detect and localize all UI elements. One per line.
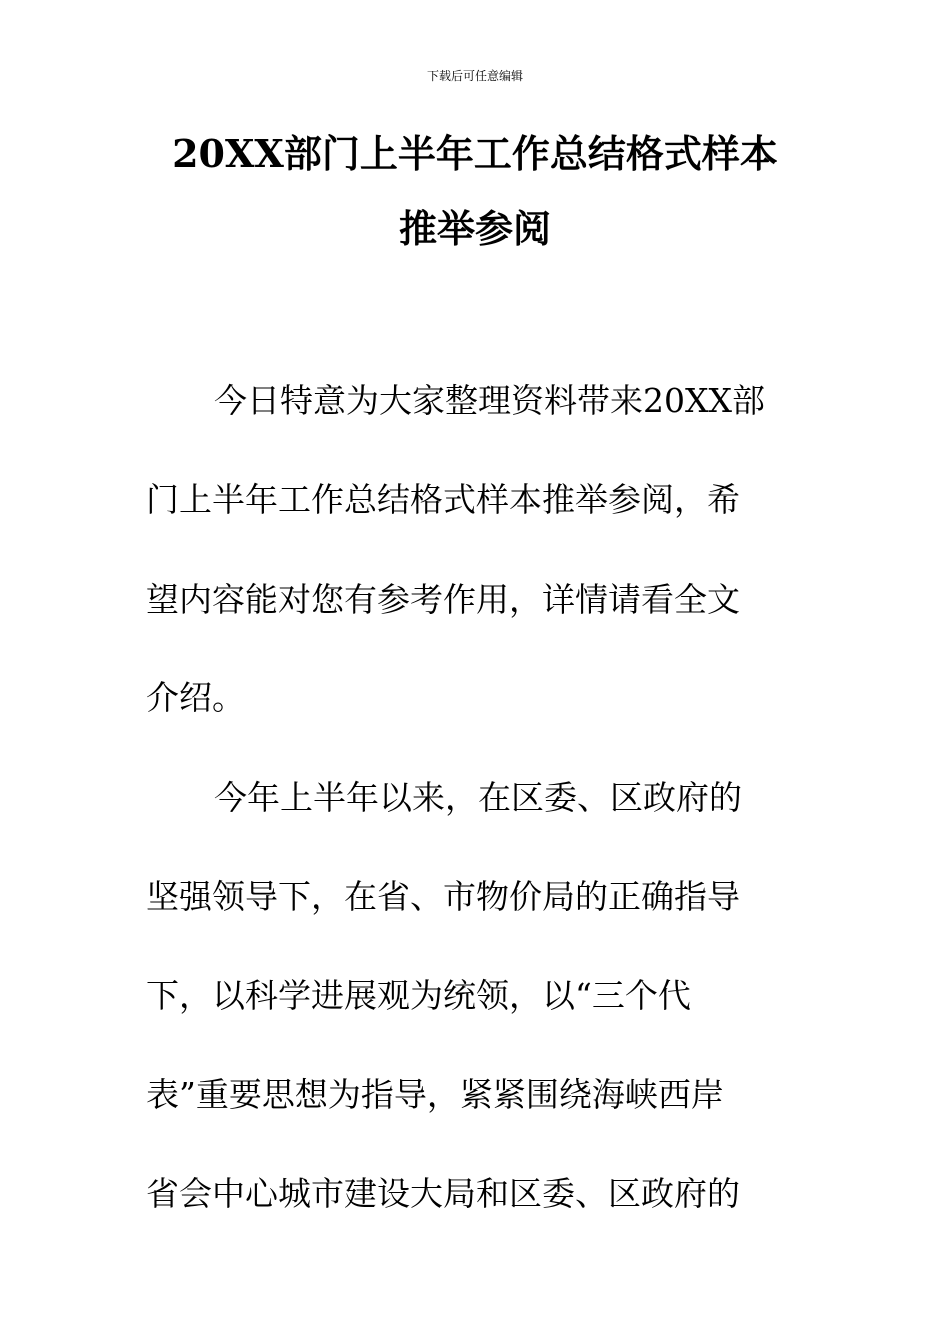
document-title-line-1: 20XX部门上半年工作总结格式样本 [172, 131, 778, 176]
paragraph-1-line-3: 望内容能对您有参考作用，详情请看全文 [146, 580, 740, 619]
paragraph-2-line-3: 下，以科学进展观为统领，以“三个代 [146, 976, 691, 1015]
paragraph-2-line-1: 今年上半年以来，在区委、区政府的 [214, 778, 742, 817]
document-title-line-2: 推举参阅 [398, 206, 551, 251]
paragraph-1-line-2: 门上半年工作总结格式样本推举参阅，希 [146, 480, 740, 519]
paragraph-1-line-4: 介绍。 [146, 678, 245, 717]
paragraph-1-line-1: 今日特意为大家整理资料带来20XX部 [214, 381, 765, 420]
paragraph-2-line-4: 表”重要思想为指导，紧紧围绕海峡西岸 [146, 1075, 724, 1114]
header-note: 下载后可任意编辑 [426, 69, 523, 83]
paragraph-2-line-2: 坚强领导下，在省、市物价局的正确指导 [146, 877, 740, 916]
paragraph-2-line-5: 省会中心城市建设大局和区委、区政府的 [146, 1174, 740, 1213]
